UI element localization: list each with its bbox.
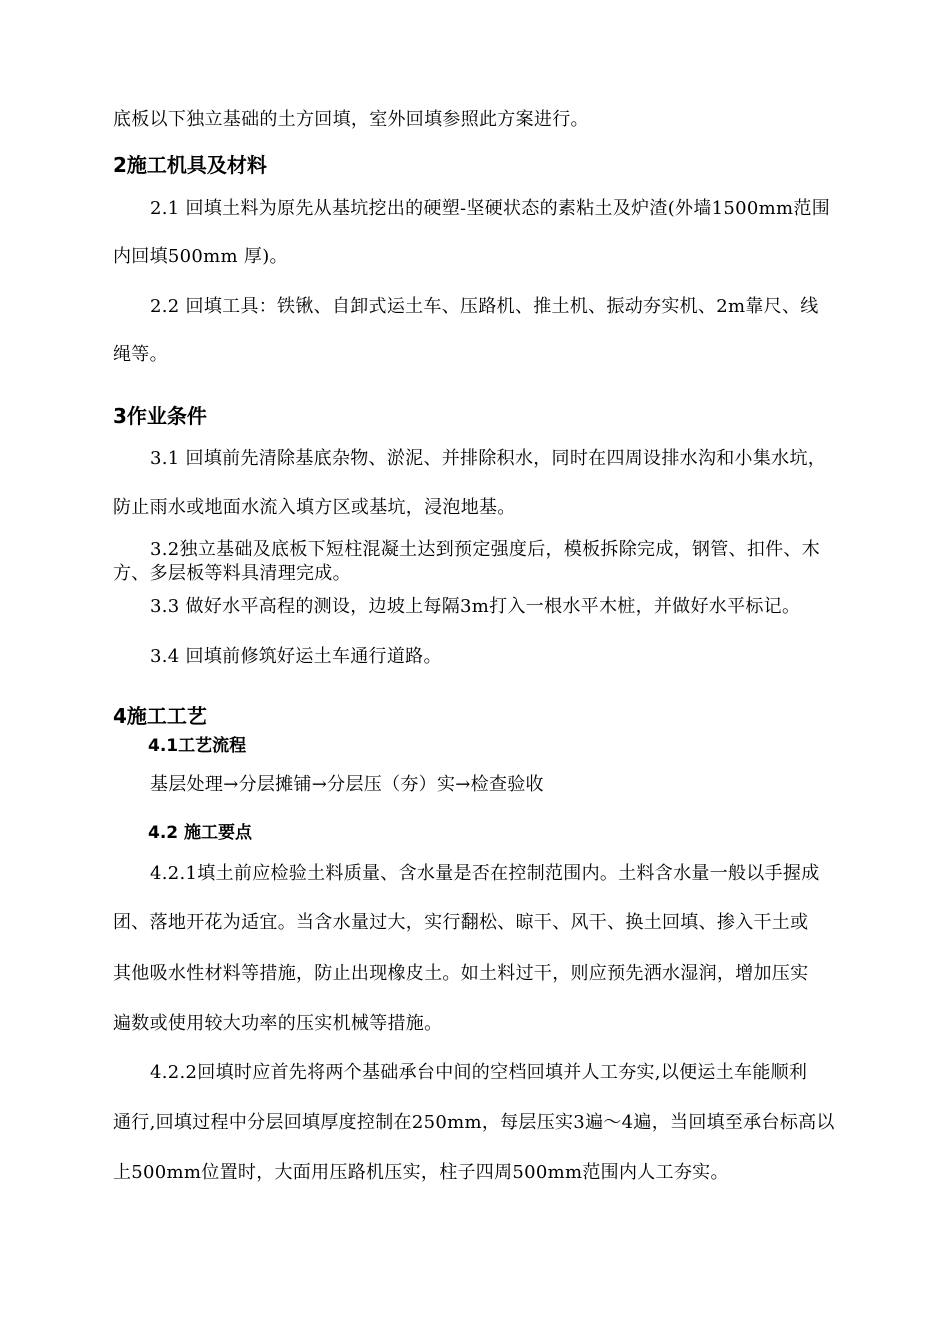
para-3-2-line-2: 方、多层板等料具清理完成。	[113, 563, 351, 584]
subsection-4-2-heading: 4.2 施工要点	[148, 823, 253, 843]
para-2-2-line-2: 绳等。	[113, 344, 168, 365]
subsection-4-1-heading: 4.1工艺流程	[148, 736, 247, 756]
para-3-1-line-2: 防止雨水或地面水流入填方区或基坑，浸泡地基。	[113, 497, 516, 518]
para-4-2-1-line-2: 团、落地开花为适宜。当含水量过大，实行翻松、晾干、风干、换土回填、掺入干土或	[113, 912, 809, 933]
para-2-2-line-1: 2.2 回填工具：铁锹、自卸式运土车、压路机、推土机、振动夯实机、2m靠尺、线	[150, 296, 819, 317]
para-4-2-2-line-2: 通行,回填过程中分层回填厚度控制在250mm，每层压实3遍～4遍，当回填至承台标高以	[113, 1112, 835, 1133]
para-4-2-2-line-1: 4.2.2回填时应首先将两个基础承台中间的空档回填并人工夯实,以便运土车能顺利	[150, 1062, 808, 1083]
para-4-2-1-line-4: 遍数或使用较大功率的压实机械等措施。	[113, 1013, 443, 1034]
para-4-2-2-line-3: 上500mm位置时，大面用压路机压实，柱子四周500mm范围内人工夯实。	[113, 1162, 729, 1183]
para-4-2-1-line-3: 其他吸水性材料等措施，防止出现橡皮土。如土料过干，则应预先洒水湿润，增加压实	[113, 963, 809, 984]
para-3-1-line-1: 3.1 回填前先清除基底杂物、淤泥、并排除积水，同时在四周设排水沟和小集水坑，	[150, 448, 827, 469]
para-3-2-line-1: 3.2独立基础及底板下短柱混凝土达到预定强度后，模板拆除完成，钢管、扣件、木	[150, 539, 821, 560]
para-2-1-line-1: 2.1 回填土料为原先从基坑挖出的硬塑-坚硬状态的素粘土及炉渣(外墙1500mm范围	[150, 198, 830, 219]
para-2-1-line-2: 内回填500mm 厚)。	[113, 246, 288, 267]
para-3-3-line-1: 3.3 做好水平高程的测设，边坡上每隔3m打入一根水平木桩，并做好水平标记。	[150, 596, 801, 617]
process-flow-text: 基层处理→分层摊铺→分层压（夯）实→检查验收	[150, 774, 544, 795]
intro-text: 底板以下独立基础的土方回填，室外回填参照此方案进行。	[113, 109, 589, 130]
para-4-2-1-line-1: 4.2.1填土前应检验土料质量、含水量是否在控制范围内。土料含水量一般以手握成	[150, 863, 820, 884]
section-3-heading: 3作业条件	[113, 404, 207, 428]
section-2-heading: 2施工机具及材料	[113, 153, 267, 177]
section-4-heading: 4施工工艺	[113, 704, 207, 728]
para-3-4-line-1: 3.4 回填前修筑好运土车通行道路。	[150, 646, 442, 667]
